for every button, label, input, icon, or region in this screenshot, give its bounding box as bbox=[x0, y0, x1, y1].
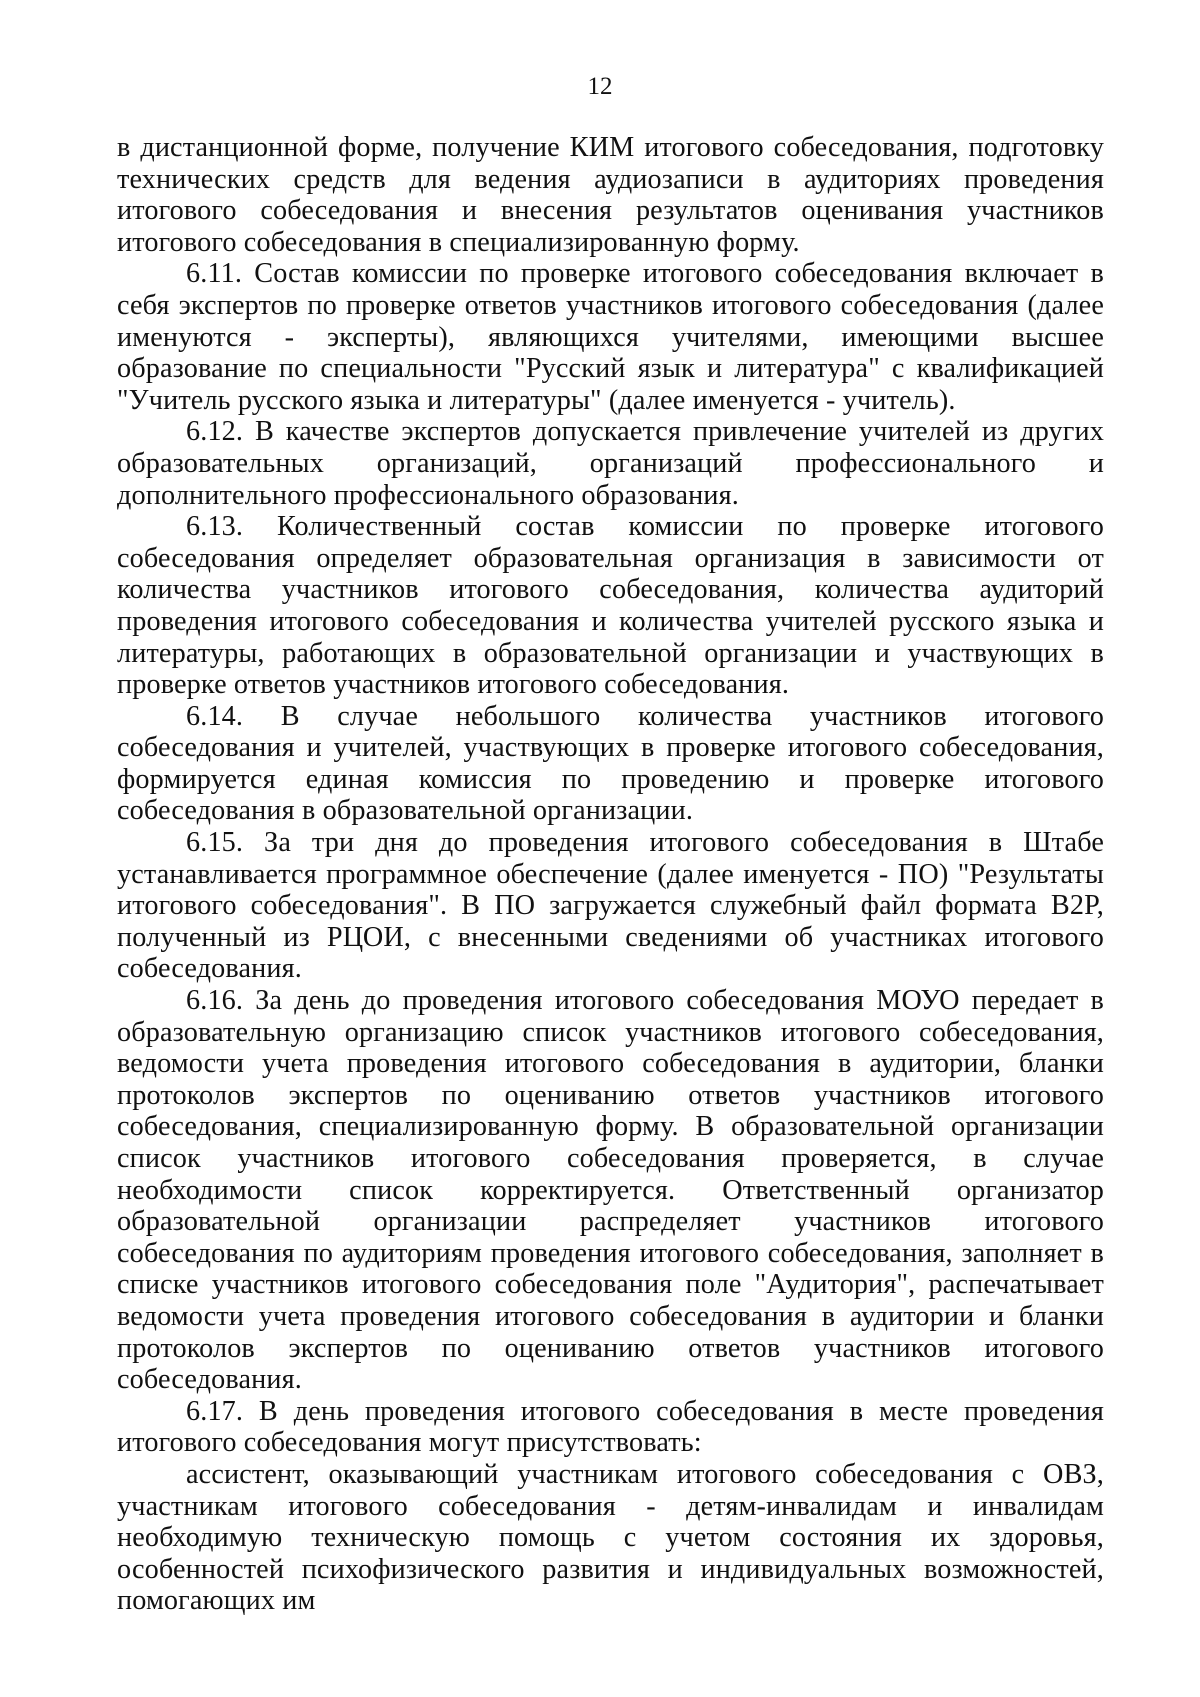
paragraph-6-14: 6.14. В случае небольшого количества участников итогового собеседования и учителей, участвующих в проверке итогового собеседования, формируется единая комиссия по проведению и проверке итогового собеседования в образовательной организации. bbox=[117, 700, 1104, 827]
paragraph-6-11: 6.11. Состав комиссии по проверке итогового собеседования включает в себя экспертов по проверке ответов участников итогового собеседования (далее именуются - эксперты), являющихся учителями, имеющими высшее образование по специальности "Русский язык и литература" с квалификацией "Учитель русского языка и литературы" (далее именуется - учитель). bbox=[117, 258, 1104, 416]
paragraph-6-17: 6.17. В день проведения итогового собеседования в месте проведения итогового собеседования могут присутствовать: bbox=[117, 1395, 1104, 1459]
paragraph-6-12: 6.12. В качестве экспертов допускается привлечение учителей из других образовательных организаций, организаций профессионального и дополнительного профессионального образования. bbox=[117, 416, 1104, 511]
paragraph-6-13: 6.13. Количественный состав комиссии по проверке итогового собеседования определяет образовательная организация в зависимости от количества участников итогового собеседования, количества аудиторий проведения итогового собеседования и количества учителей русского языка и литературы, работающих в образовательной организации и участвующих в проверке ответов участников итогового собеседования. bbox=[117, 511, 1104, 701]
page-number: 12 bbox=[587, 73, 613, 100]
paragraph-6-15: 6.15. За три дня до проведения итогового собеседования в Штабе устанавливается программное обеспечение (далее именуется - ПО) "Результаты итогового собеседования". В ПО загружается служебный файл формата B2P, полученный из РЦОИ, с внесенными сведениями об участниках итогового собеседования. bbox=[117, 827, 1104, 985]
paragraph-6-16: 6.16. За день до проведения итогового собеседования МОУО передает в образовательную организацию список участников итогового собеседования, ведомости учета проведения итогового собеседования в аудитории, бланки протоколов экспертов по оцениванию ответов участников итогового собеседования, специализированную форму. В образовательной организации список участников итогового собеседования проверяется, в случае необходимости список корректируется. Ответственный организатор образовательной организации распределяет участников итогового собеседования по аудиториям проведения итогового собеседования, заполняет в списке участников итогового собеседования поле "Аудитория", распечатывает ведомости учета проведения итогового собеседования в аудитории и бланки протоколов экспертов по оцениванию ответов участников итогового собеседования. bbox=[117, 985, 1104, 1396]
paragraph-assistant: ассистент, оказывающий участникам итогового собеседования с ОВЗ, участникам итогового собеседования - детям-инвалидам и инвалидам необходимую техническую помощь с учетом состояния их здоровья, особенностей психофизического развития и индивидуальных возможностей, помогающих им bbox=[117, 1458, 1104, 1617]
paragraph-continuation: в дистанционной форме, получение КИМ итогового собеседования, подготовку технических средств для ведения аудиозаписи в аудиториях проведения итогового собеседования и внесения результатов оценивания участников итогового собеседования в специализированную форму. bbox=[117, 132, 1104, 258]
document-body bbox=[117, 132, 1104, 1617]
